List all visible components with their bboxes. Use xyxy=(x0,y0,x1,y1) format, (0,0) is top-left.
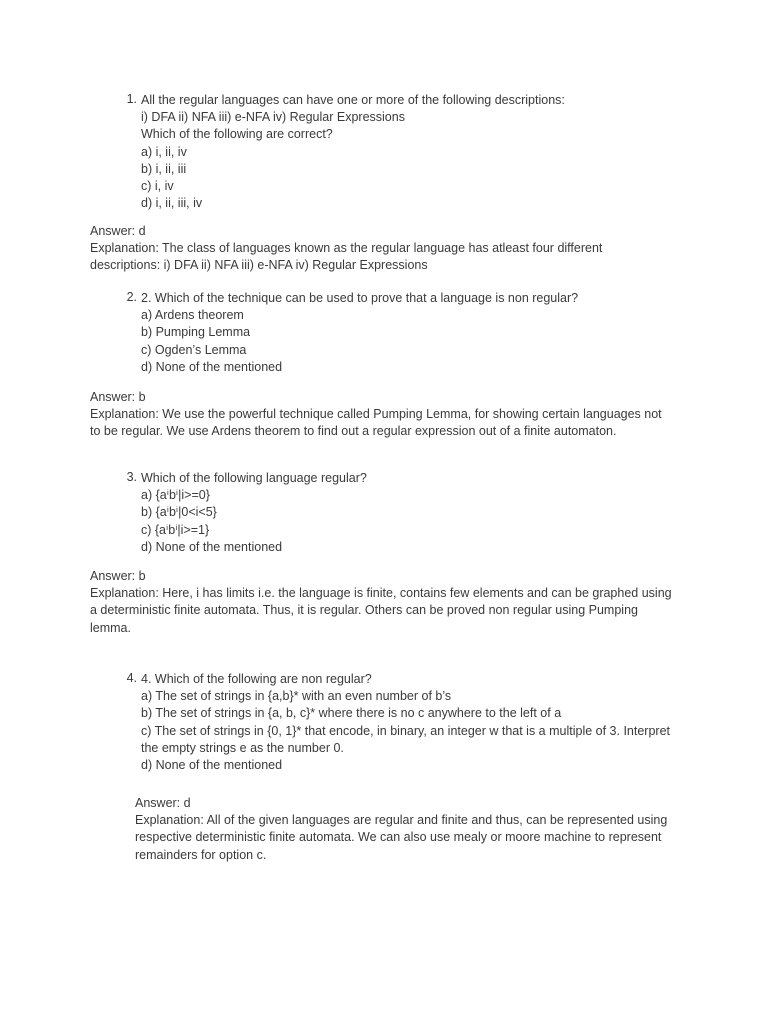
answer-text: Answer: b xyxy=(90,569,146,583)
question-text: 2. Which of the technique can be used to prove that a language is non regular? xyxy=(141,291,579,305)
explanation-line: Explanation: The class of languages known as the regular language has atleast four different xyxy=(90,241,603,256)
option-d: d) i, ii, iii, iv xyxy=(141,196,203,211)
explanation-line: a deterministic finite automata. Thus, it is regular. Others can be proved non regular using Pumping xyxy=(90,603,638,618)
option-c: c) Ogden’s Lemma xyxy=(141,342,247,357)
question-number: 2. xyxy=(126,290,137,304)
answer-3 xyxy=(90,568,672,637)
explanation-line: Explanation: We use the powerful technique called Pumping Lemma, for showing certain languages not xyxy=(90,407,662,422)
question-number: 1. xyxy=(126,92,137,106)
answer-text: Answer: b xyxy=(90,390,146,404)
explanation-line: remainders for option c. xyxy=(135,847,267,862)
question-text: Which of the following language regular? xyxy=(141,471,367,485)
option-b: b) {aⁱbⁱ|0<i<5} xyxy=(141,505,217,520)
explanation-line: Explanation: Here, i has limits i.e. the language is finite, contains few elements and can be graphed using xyxy=(90,586,672,601)
option-a: a) i, ii, iv xyxy=(141,144,187,159)
question-3 xyxy=(126,470,367,556)
question-4 xyxy=(126,671,670,774)
explanation-line: lemma. xyxy=(90,620,131,635)
option-a: a) The set of strings in {a,b}* with an even number of b’s xyxy=(141,689,452,704)
option-c: c) i, iv xyxy=(141,178,174,193)
option-c: c) The set of strings in {0, 1}* that encode, in binary, an integer w that is a multiple of 3. Interpret xyxy=(141,723,670,738)
explanation-line: descriptions: i) DFA ii) NFA iii) e-NFA iv) Regular Expressions xyxy=(90,258,428,273)
option-a: a) Ardens theorem xyxy=(141,308,244,323)
question-number: 4. xyxy=(126,671,137,685)
option-d: d) None of the mentioned xyxy=(141,757,283,772)
option-a: a) {aⁱbⁱ|i>=0} xyxy=(141,488,210,503)
question-prompt: Which of the following are correct? xyxy=(141,127,333,142)
answer-text: Answer: d xyxy=(90,224,146,238)
answer-1 xyxy=(90,223,602,275)
question-number: 3. xyxy=(126,470,137,484)
answer-2 xyxy=(90,389,662,441)
option-d: d) None of the mentioned xyxy=(141,359,283,374)
option-b: b) Pumping Lemma xyxy=(141,325,251,340)
question-2 xyxy=(126,290,579,376)
explanation-line: Explanation: All of the given languages are regular and finite and thus, can be represented using xyxy=(135,813,668,828)
explanation-line: to be regular. We use Ardens theorem to find out a regular expression out of a finite automaton. xyxy=(90,424,617,439)
question-text: 4. Which of the following are non regular? xyxy=(141,672,372,686)
question-text: All the regular languages can have one or more of the following descriptions: xyxy=(141,93,565,107)
option-c: c) {aⁱbⁱ|i>=1} xyxy=(141,522,210,537)
option-b: b) The set of strings in {a, b, c}* where there is no c anywhere to the left of a xyxy=(141,706,562,721)
question-subtext: i) DFA ii) NFA iii) e-NFA iv) Regular Expressions xyxy=(141,110,405,125)
answer-4 xyxy=(135,795,667,864)
option-d: d) None of the mentioned xyxy=(141,539,283,554)
answer-text: Answer: d xyxy=(135,796,191,810)
option-c-continued: the empty strings e as the number 0. xyxy=(141,740,344,755)
option-b: b) i, ii, iii xyxy=(141,161,187,176)
question-1 xyxy=(126,92,565,212)
explanation-line: respective deterministic finite automata. We can also use mealy or moore machine to represent xyxy=(135,830,662,845)
